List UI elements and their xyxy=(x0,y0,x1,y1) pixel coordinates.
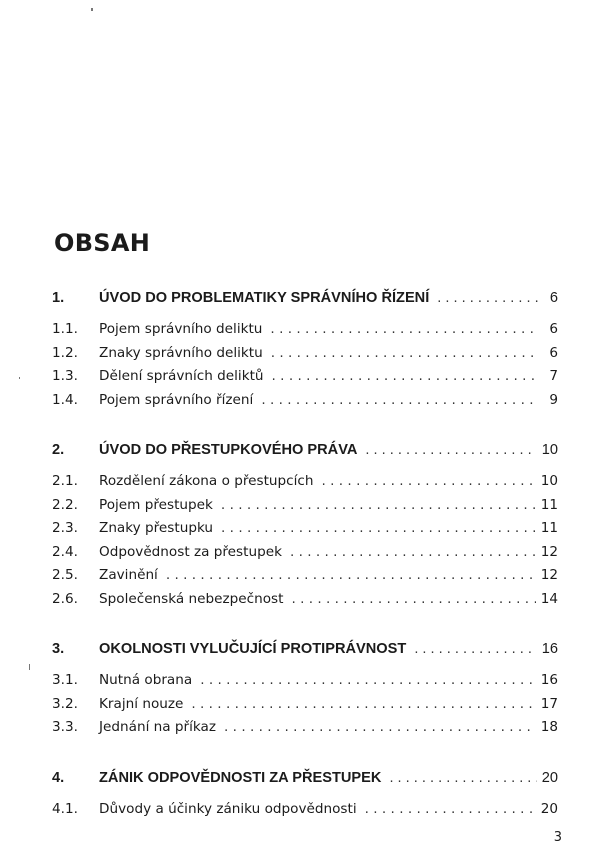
item-title: Důvody a účinky zániku odpovědnosti xyxy=(99,800,357,817)
chapter-page: 16 xyxy=(541,641,558,657)
toc-chapter-row[interactable] xyxy=(52,436,558,464)
item-number: 2.6. xyxy=(52,590,78,607)
item-title: Odpovědnost za přestupek xyxy=(99,543,282,560)
item-page: 6 xyxy=(549,321,558,337)
toc-chapter-row[interactable] xyxy=(52,764,558,792)
item-page: 12 xyxy=(540,543,558,560)
item-title: Znaky přestupku xyxy=(99,520,214,536)
item-title: Zavinění xyxy=(99,567,158,583)
dot-leader xyxy=(261,389,539,413)
item-title: Pojem správního deliktu xyxy=(99,321,263,337)
scan-speck xyxy=(91,8,93,11)
item-number: 3.3. xyxy=(52,719,78,735)
item-page: 7 xyxy=(549,368,558,384)
toc-item-row[interactable] xyxy=(52,564,558,588)
item-page: 9 xyxy=(549,391,558,408)
dot-leader xyxy=(365,436,536,464)
item-page: 12 xyxy=(540,567,558,583)
item-page: 16 xyxy=(540,672,558,688)
item-number: 4.1. xyxy=(52,800,78,817)
item-title: Rozdělení zákona o přestupcích xyxy=(99,473,314,489)
toc-chapter-1 xyxy=(52,284,558,412)
dot-leader xyxy=(322,470,536,494)
scan-speck xyxy=(29,664,30,670)
toc-item-row[interactable] xyxy=(52,494,558,518)
chapter-number: 4. xyxy=(52,769,65,786)
scan-speck xyxy=(19,377,20,379)
item-number: 1.4. xyxy=(52,391,78,408)
item-number: 1.3. xyxy=(52,368,78,384)
toc-item-row[interactable] xyxy=(52,716,558,740)
item-number: 2.2. xyxy=(52,496,78,513)
page-number: 3 xyxy=(553,830,562,845)
toc-item-row[interactable] xyxy=(52,342,558,366)
toc-chapter-3 xyxy=(52,635,558,740)
item-page: 17 xyxy=(540,695,558,712)
toc-item-row[interactable] xyxy=(52,693,558,717)
item-title: Znaky správního deliktu xyxy=(99,344,263,361)
item-number: 3.2. xyxy=(52,695,78,712)
dot-leader xyxy=(272,365,539,389)
toc-heading: OBSAH xyxy=(54,229,151,257)
item-title: Pojem správního řízení xyxy=(99,391,254,408)
item-number: 2.3. xyxy=(52,520,78,536)
table-of-contents xyxy=(52,284,558,845)
dot-leader xyxy=(389,764,536,792)
toc-item-row[interactable] xyxy=(52,588,558,612)
toc-item-row[interactable] xyxy=(52,365,558,389)
item-page: 11 xyxy=(540,520,558,536)
dot-leader xyxy=(224,716,536,740)
item-title: Společenská nebezpečnost xyxy=(99,590,284,607)
dot-leader xyxy=(365,798,536,822)
item-page: 10 xyxy=(540,473,558,489)
item-number: 1.2. xyxy=(52,344,78,361)
toc-item-row[interactable] xyxy=(52,798,558,822)
chapter-page: 20 xyxy=(541,769,558,786)
chapter-page: 10 xyxy=(541,442,558,458)
item-page: 18 xyxy=(540,719,558,735)
chapter-title: ÚVOD DO PŘESTUPKOVÉHO PRÁVA xyxy=(99,442,358,458)
item-title: Pojem přestupek xyxy=(99,496,213,513)
toc-chapter-2 xyxy=(52,436,558,611)
toc-chapter-row[interactable] xyxy=(52,635,558,663)
toc-item-row[interactable] xyxy=(52,517,558,541)
toc-item-row[interactable] xyxy=(52,470,558,494)
dot-leader xyxy=(271,342,539,366)
toc-item-row[interactable] xyxy=(52,669,558,693)
toc-item-row[interactable] xyxy=(52,389,558,413)
dot-leader xyxy=(437,284,539,312)
dot-leader xyxy=(221,517,536,541)
dot-leader xyxy=(291,588,535,612)
dot-leader xyxy=(166,564,536,588)
item-number: 2.5. xyxy=(52,567,78,583)
chapter-title: ÚVOD DO PROBLEMATIKY SPRÁVNÍHO ŘÍZENÍ xyxy=(99,290,430,306)
item-number: 3.1. xyxy=(52,672,78,688)
item-page: 20 xyxy=(540,800,558,817)
dot-leader xyxy=(270,318,539,342)
item-page: 14 xyxy=(540,590,558,607)
item-number: 2.1. xyxy=(52,473,78,489)
toc-item-row[interactable] xyxy=(52,541,558,565)
item-number: 2.4. xyxy=(52,543,78,560)
dot-leader xyxy=(414,635,536,663)
item-page: 11 xyxy=(540,496,558,513)
item-title: Krajní nouze xyxy=(99,695,184,712)
item-title: Nutná obrana xyxy=(99,672,193,688)
toc-chapter-row[interactable] xyxy=(52,284,558,312)
toc-chapter-4 xyxy=(52,764,558,822)
chapter-title: ZÁNIK ODPOVĚDNOSTI ZA PŘESTUPEK xyxy=(99,769,382,786)
chapter-number: 2. xyxy=(52,442,65,458)
item-number: 1.1. xyxy=(52,321,78,337)
dot-leader xyxy=(290,541,536,565)
item-title: Jednání na příkaz xyxy=(99,719,217,735)
dot-leader xyxy=(191,693,535,717)
chapter-number: 1. xyxy=(52,290,65,306)
toc-item-row[interactable] xyxy=(52,318,558,342)
chapter-number: 3. xyxy=(52,641,65,657)
item-title: Dělení správních deliktů xyxy=(99,368,264,384)
chapter-page: 6 xyxy=(549,290,558,306)
item-page: 6 xyxy=(549,344,558,361)
dot-leader xyxy=(200,669,535,693)
chapter-title: OKOLNOSTI VYLUČUJÍCÍ PROTIPRÁVNOST xyxy=(99,641,407,657)
dot-leader xyxy=(221,494,536,518)
